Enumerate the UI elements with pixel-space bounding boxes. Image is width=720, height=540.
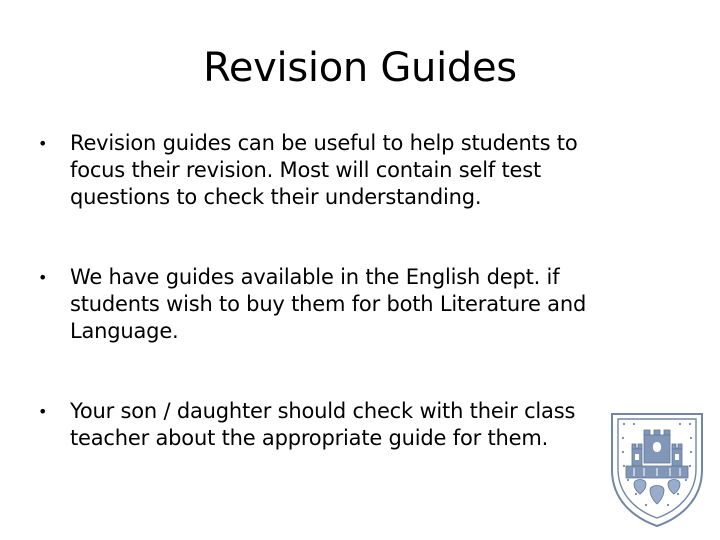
bullet-icon: • xyxy=(38,268,48,287)
slide-title: Revision Guides xyxy=(203,45,517,91)
bullet-icon: • xyxy=(38,134,48,153)
bullet-icon: • xyxy=(38,402,48,421)
bullet-text: We have guides available in the English dept. if students wish to buy them for both Literature and Language. xyxy=(70,265,587,343)
bullet-item xyxy=(38,130,628,211)
bullet-text: Your son / daughter should check with their class teacher about the appropriate guide for them. xyxy=(70,399,576,450)
bullet-item xyxy=(38,264,628,345)
bullet-text: Revision guides can be useful to help students to focus their revision. Most will contain self test questions to check their understanding. xyxy=(70,131,578,209)
school-crest-icon xyxy=(604,408,710,530)
bullet-item xyxy=(38,398,628,452)
bullet-list xyxy=(38,130,628,452)
